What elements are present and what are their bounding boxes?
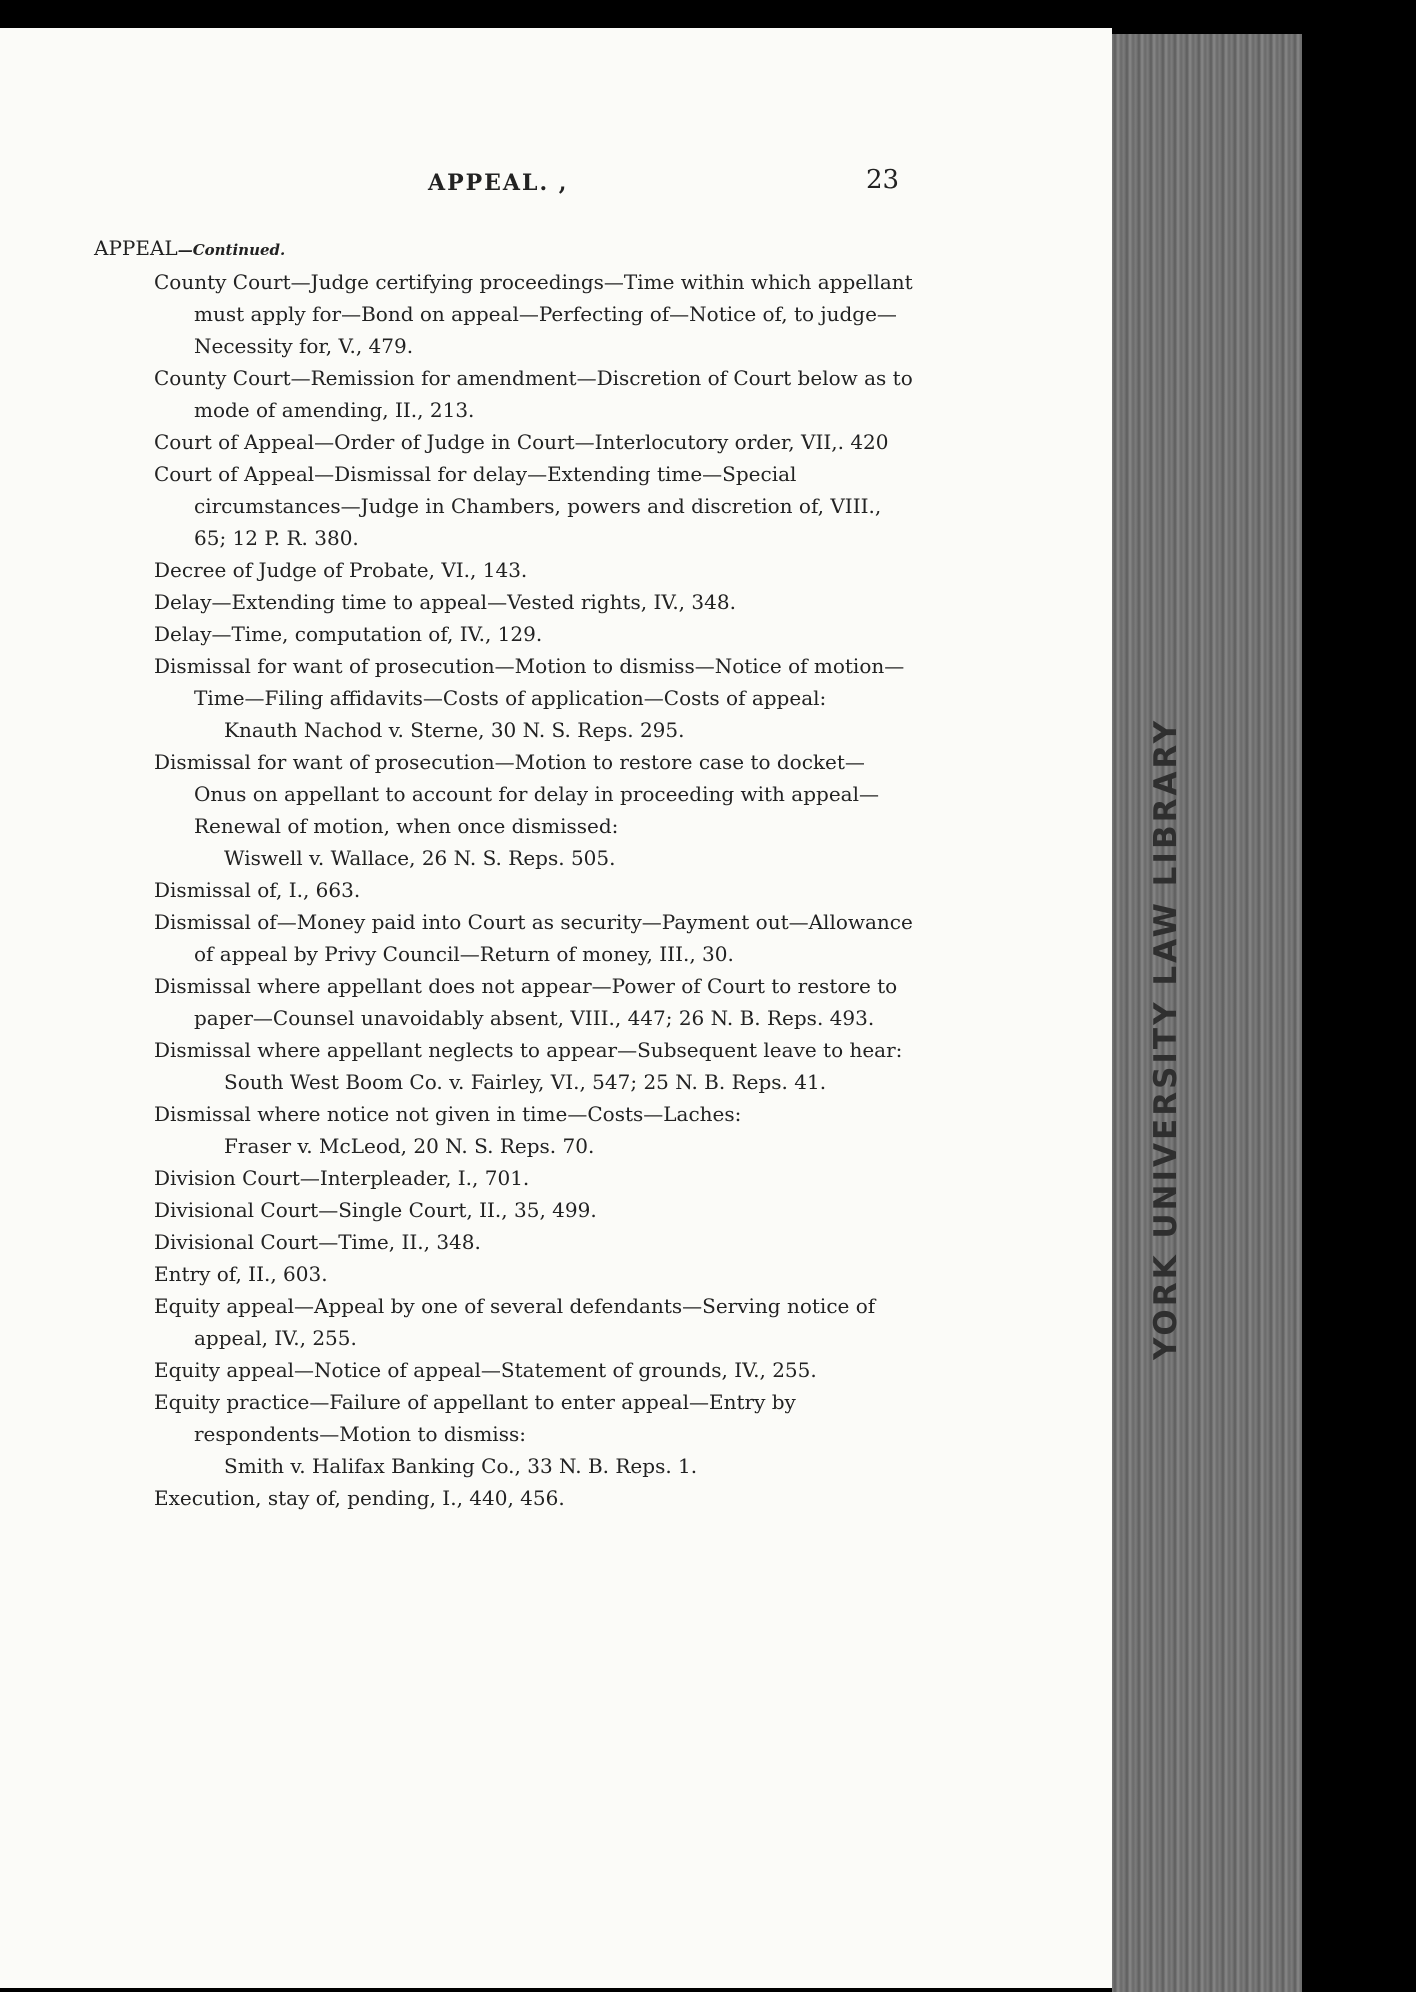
spine-label: YORK UNIVERSITY LAW LIBRARY <box>1148 717 1184 1360</box>
index-entry: Dismissal of, I., 663. <box>154 878 361 902</box>
index-entry: Equity practice—Failure of appellant to enter appeal—Entry by respondents—Motion to dismiss: <box>154 1390 796 1446</box>
index-entry: Dismissal where notice not given in time—Costs—Laches: <box>154 1102 742 1126</box>
section-heading <box>94 232 914 266</box>
case-citation: Wiswell v. Wallace, 26 N. S. Reps. 505. <box>224 846 616 870</box>
index-entry: Dismissal of—Money paid into Court as security—Payment out—Allowance of appeal by Privy Council—Return of money, III., 30. <box>154 910 913 966</box>
book-spine <box>1112 34 1302 1992</box>
index-entry: Court of Appeal—Dismissal for delay—Extending time—Special circumstances—Judge in Chambers, powers and discretion of, VIII., 65; 12 P. R. 380. <box>154 462 882 550</box>
index-entry: Decree of Judge of Probate, VI., 143. <box>154 558 528 582</box>
index-entry: Delay—Time, computation of, IV., 129. <box>154 622 543 646</box>
index-entry: Dismissal for want of prosecution—Motion to restore case to docket—Onus on appellant to account for delay in proceeding with appeal—Renewal of motion, when once dismissed: <box>154 750 879 838</box>
index-entries <box>94 232 914 1514</box>
case-citation: Fraser v. McLeod, 20 N. S. Reps. 70. <box>224 1134 595 1158</box>
index-entry: Dismissal where appellant neglects to appear—Subsequent leave to hear: <box>154 1038 903 1062</box>
running-header: APPEAL. , <box>428 170 569 196</box>
index-entry: Dismissal where appellant does not appear—Power of Court to restore to paper—Counsel unavoidably absent, VIII., 447; 26 N. B. Reps. 493. <box>154 974 898 1030</box>
index-entry: Divisional Court—Single Court, II., 35, 499. <box>154 1198 597 1222</box>
entries-list <box>94 266 914 1514</box>
index-entry: County Court—Remission for amendment—Discretion of Court below as to mode of amending, II., 213. <box>154 366 913 422</box>
section-heading-text: APPEAL <box>94 236 178 260</box>
index-entry: Equity appeal—Notice of appeal—Statement of grounds, IV., 255. <box>154 1358 817 1382</box>
index-entry: County Court—Judge certifying proceedings—Time within which appellant must apply for—Bond on appeal—Perfecting of—Notice of, to judge—Necessity for, V., 479. <box>154 270 913 358</box>
index-entry: Divisional Court—Time, II., 348. <box>154 1230 481 1254</box>
case-citation: Smith v. Halifax Banking Co., 33 N. B. Reps. 1. <box>224 1454 698 1478</box>
case-citation: Knauth Nachod v. Sterne, 30 N. S. Reps. 295. <box>224 718 685 742</box>
index-entry: Division Court—Interpleader, I., 701. <box>154 1166 530 1190</box>
page-number: 23 <box>866 165 900 195</box>
continued-label: —Continued. <box>177 241 286 259</box>
case-citation: South West Boom Co. v. Fairley, VI., 547; 25 N. B. Reps. 41. <box>224 1070 827 1094</box>
index-entry: Equity appeal—Appeal by one of several defendants—Serving notice of appeal, IV., 255. <box>154 1294 876 1350</box>
index-entry: Court of Appeal—Order of Judge in Court—Interlocutory order, VII,. 420 <box>154 430 889 454</box>
index-entry: Delay—Extending time to appeal—Vested rights, IV., 348. <box>154 590 736 614</box>
index-entry: Execution, stay of, pending, I., 440, 456. <box>154 1486 565 1510</box>
index-entry: Entry of, II., 603. <box>154 1262 328 1286</box>
index-entry: Dismissal for want of prosecution—Motion to dismiss—Notice of motion—Time—Filing affidavits—Costs of application—Costs of appeal: <box>154 654 905 710</box>
